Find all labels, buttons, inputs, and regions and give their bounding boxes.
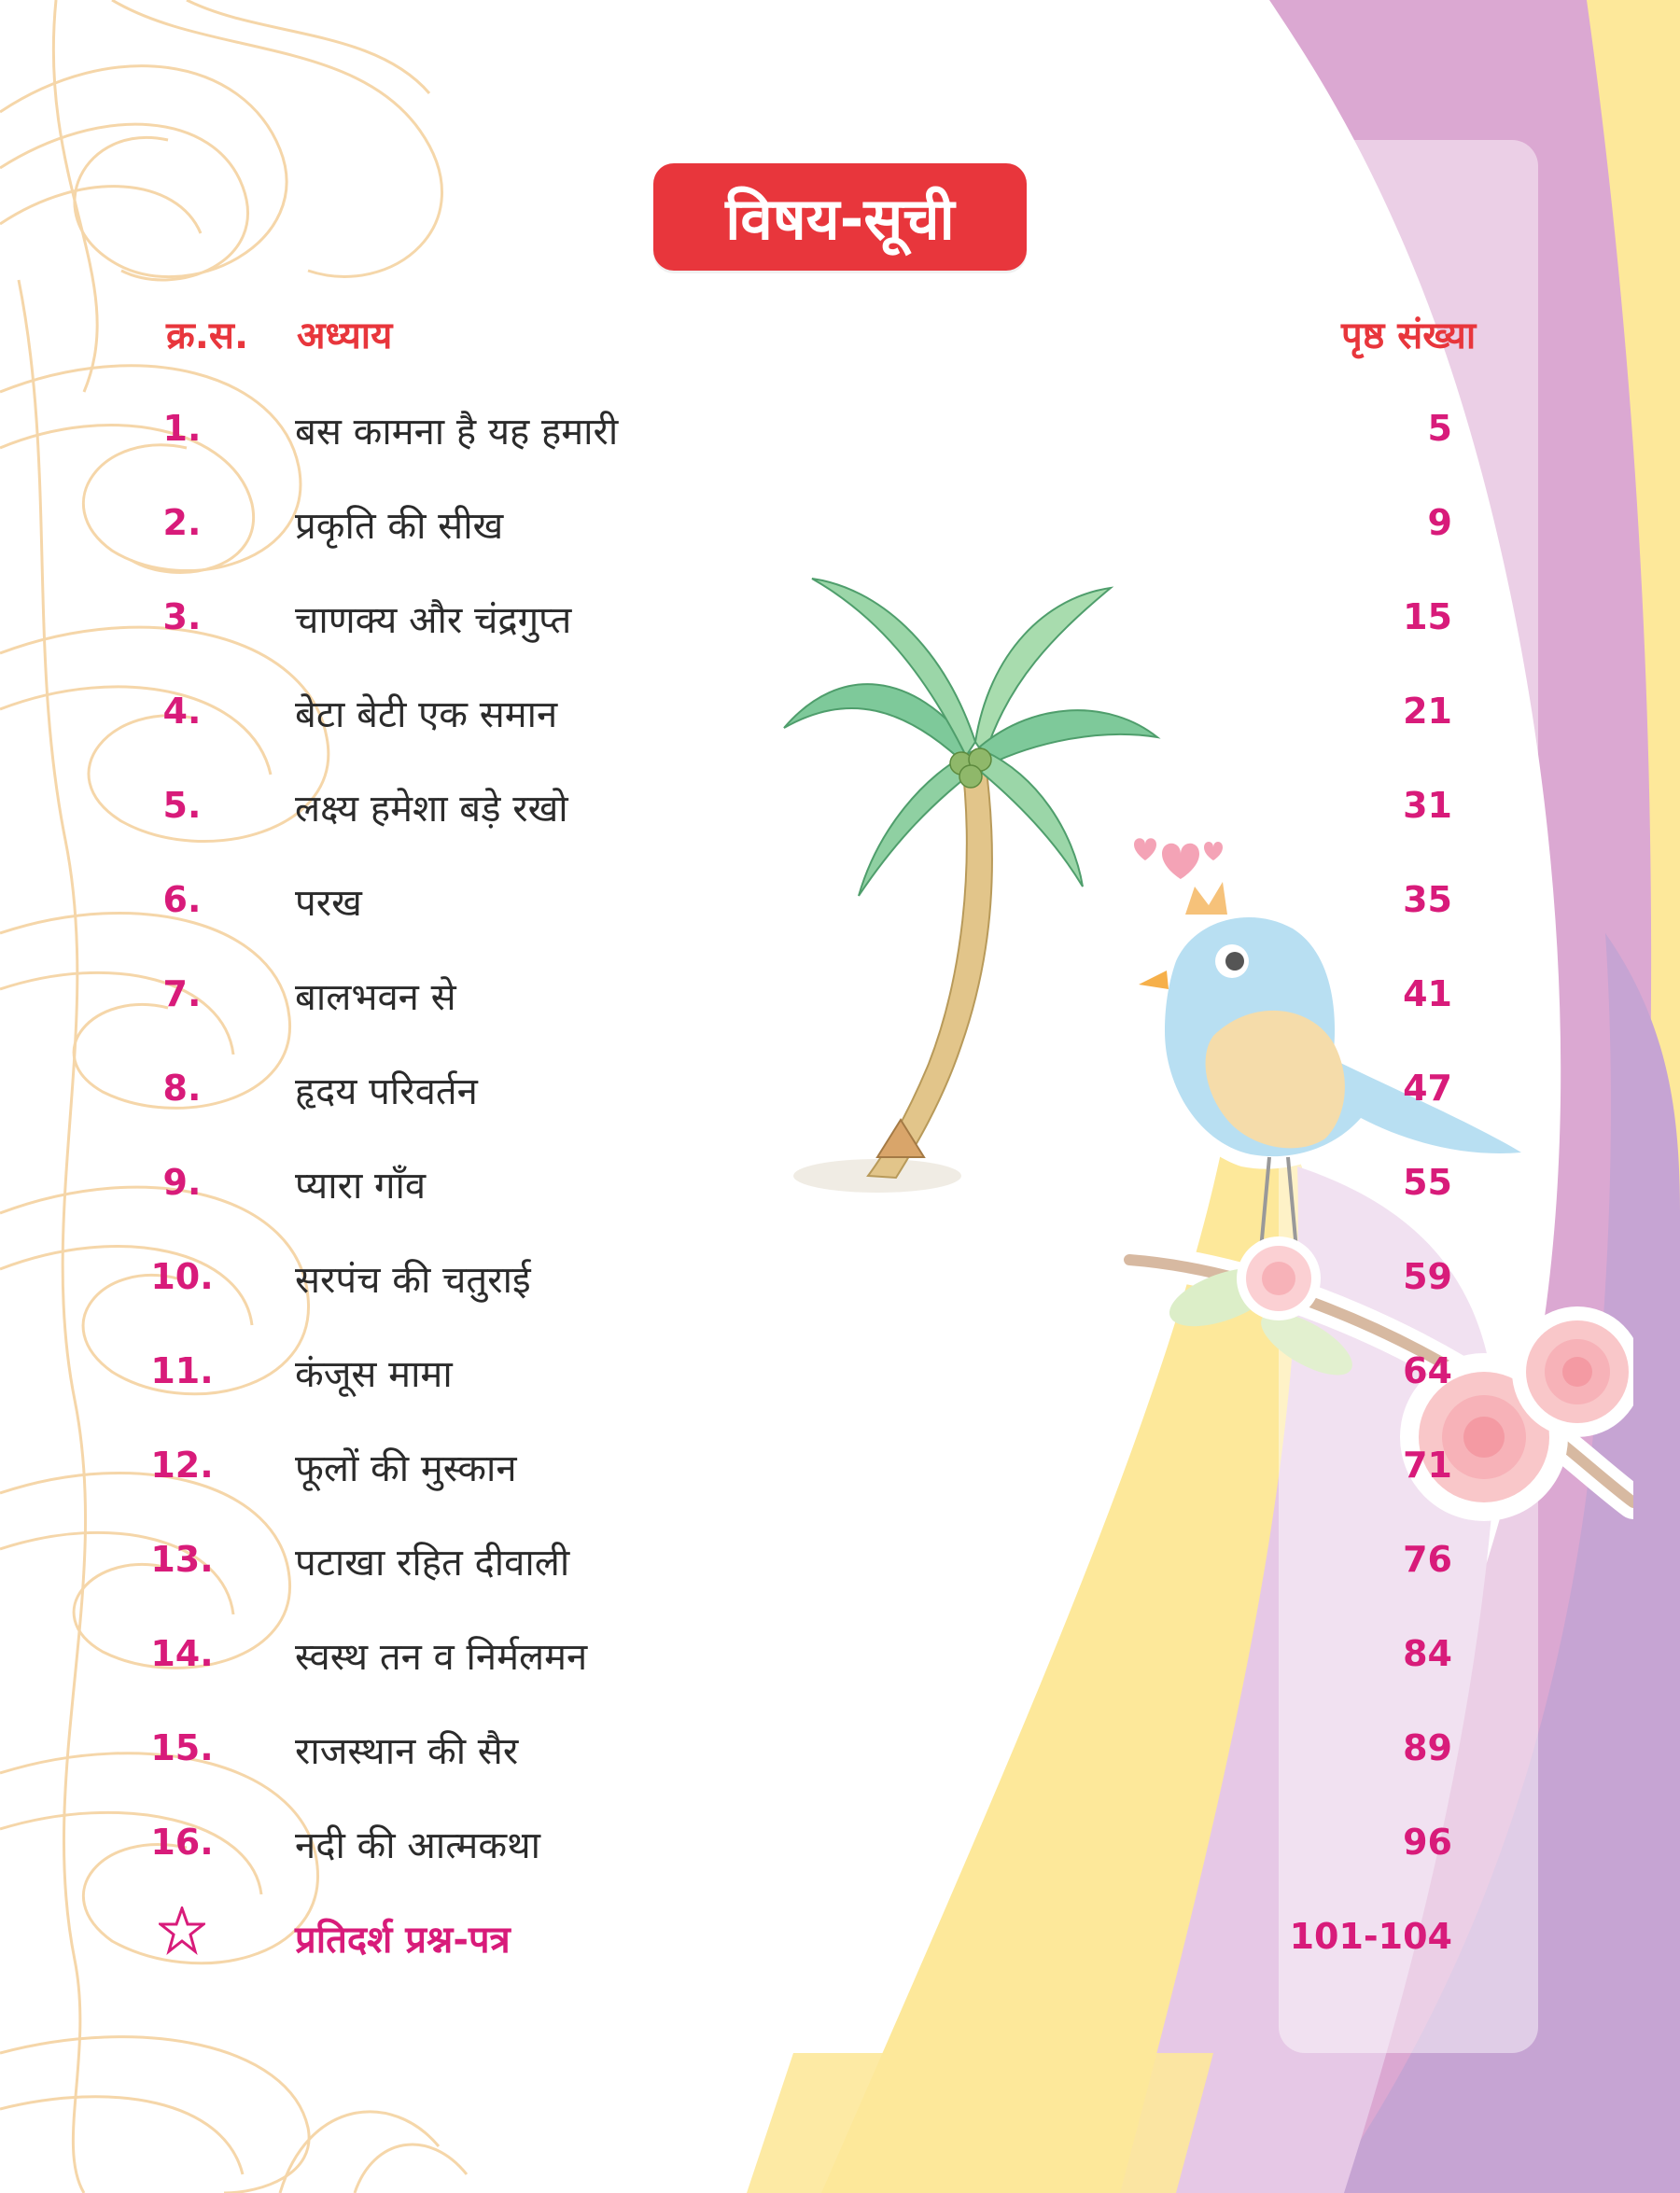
chapter-page: 47 [1403, 1068, 1452, 1109]
toc-row[interactable] [0, 1053, 1680, 1127]
chapter-page: 71 [1403, 1445, 1452, 1486]
page-number-header: पृष्ठ संख्या [1341, 314, 1477, 357]
chapter-number: 13. [150, 1539, 214, 1580]
toc-row[interactable] [0, 1335, 1680, 1410]
chapter-number: 10. [150, 1256, 214, 1297]
chapter-title[interactable]: प्रकृति की सीख [295, 505, 504, 548]
chapter-title[interactable]: सरपंच की चतुराई [295, 1259, 531, 1302]
chapter-title[interactable]: पटाखा रहित दीवाली [295, 1542, 570, 1585]
page-title: विषय-सूची [653, 163, 1027, 271]
chapter-number: 6. [162, 879, 202, 920]
chapter-number: 15. [150, 1727, 214, 1768]
chapter-title[interactable]: बेटा बेटी एक समान [295, 693, 558, 736]
chapter-title[interactable]: फूलों की मुस्कान [295, 1447, 517, 1490]
chapter-title[interactable]: बालभवन से [295, 976, 456, 1019]
sample-paper-title[interactable]: प्रतिदर्श प्रश्न-पत्र [295, 1919, 511, 1962]
chapter-number: 11. [150, 1350, 214, 1391]
toc-row[interactable] [0, 1241, 1680, 1316]
chapter-title[interactable]: परख [295, 882, 362, 925]
chapter-title[interactable]: बस कामना है यह हमारी [295, 411, 619, 454]
chapter-number: 2. [162, 502, 202, 543]
toc-row[interactable] [0, 1807, 1680, 1881]
chapter-page: 59 [1403, 1256, 1452, 1297]
chapter-page: 35 [1403, 879, 1452, 920]
chapter-number: 14. [150, 1633, 214, 1674]
chapter-page: 41 [1403, 973, 1452, 1014]
chapter-title[interactable]: नदी की आत्मकथा [295, 1824, 540, 1867]
toc-row[interactable] [0, 958, 1680, 1033]
chapter-number: 16. [150, 1822, 214, 1863]
chapter-number: 3. [162, 596, 202, 637]
chapter-number: 4. [162, 691, 202, 732]
toc-row[interactable] [0, 770, 1680, 845]
chapter-number: 5. [162, 785, 202, 826]
chapter-page: 5 [1427, 408, 1452, 449]
chapter-number: 8. [162, 1068, 202, 1109]
toc-row[interactable] [0, 1147, 1680, 1222]
chapter-page: 21 [1403, 691, 1452, 732]
chapter-page: 15 [1403, 596, 1452, 637]
toc-row[interactable] [0, 581, 1680, 656]
chapter-number: 7. [162, 973, 202, 1014]
toc-row[interactable] [0, 864, 1680, 939]
chapter-title[interactable]: लक्ष्य हमेशा बड़े रखो [295, 788, 568, 831]
chapter-title[interactable]: कंजूस मामा [295, 1353, 453, 1396]
chapter-page: 31 [1403, 785, 1452, 826]
toc-row[interactable] [0, 487, 1680, 562]
chapter-number: 1. [162, 408, 202, 449]
chapter-page: 55 [1403, 1162, 1452, 1203]
chapter-title[interactable]: प्यारा गाँव [295, 1165, 427, 1208]
toc-row-sample-paper[interactable] [0, 1901, 1680, 1976]
chapter-page: 89 [1403, 1727, 1452, 1768]
toc-row[interactable] [0, 1712, 1680, 1787]
chapter-page: 96 [1403, 1822, 1452, 1863]
serial-number-header: क्र.स. [166, 314, 249, 357]
chapter-page: 9 [1427, 502, 1452, 543]
chapter-title[interactable]: राजस्थान की सैर [295, 1730, 519, 1773]
chapter-number: 12. [150, 1445, 214, 1486]
toc-row[interactable] [0, 676, 1680, 750]
chapter-title[interactable]: चाणक्य और चंद्रगुप्त [295, 599, 572, 642]
toc-row[interactable] [0, 1618, 1680, 1693]
toc-row[interactable] [0, 1430, 1680, 1504]
toc-row[interactable] [0, 1524, 1680, 1599]
chapter-page: 84 [1403, 1633, 1452, 1674]
chapter-title[interactable]: हृदय परिवर्तन [295, 1070, 478, 1113]
chapter-title[interactable]: स्वस्थ तन व निर्मलमन [295, 1636, 588, 1679]
chapter-page: 64 [1403, 1350, 1452, 1391]
chapter-header: अध्याय [297, 314, 393, 357]
chapter-number: 9. [162, 1162, 202, 1203]
sample-paper-page: 101-104 [1289, 1916, 1452, 1957]
toc-row[interactable] [0, 393, 1680, 468]
star-icon [140, 1907, 224, 1963]
chapter-page: 76 [1403, 1539, 1452, 1580]
